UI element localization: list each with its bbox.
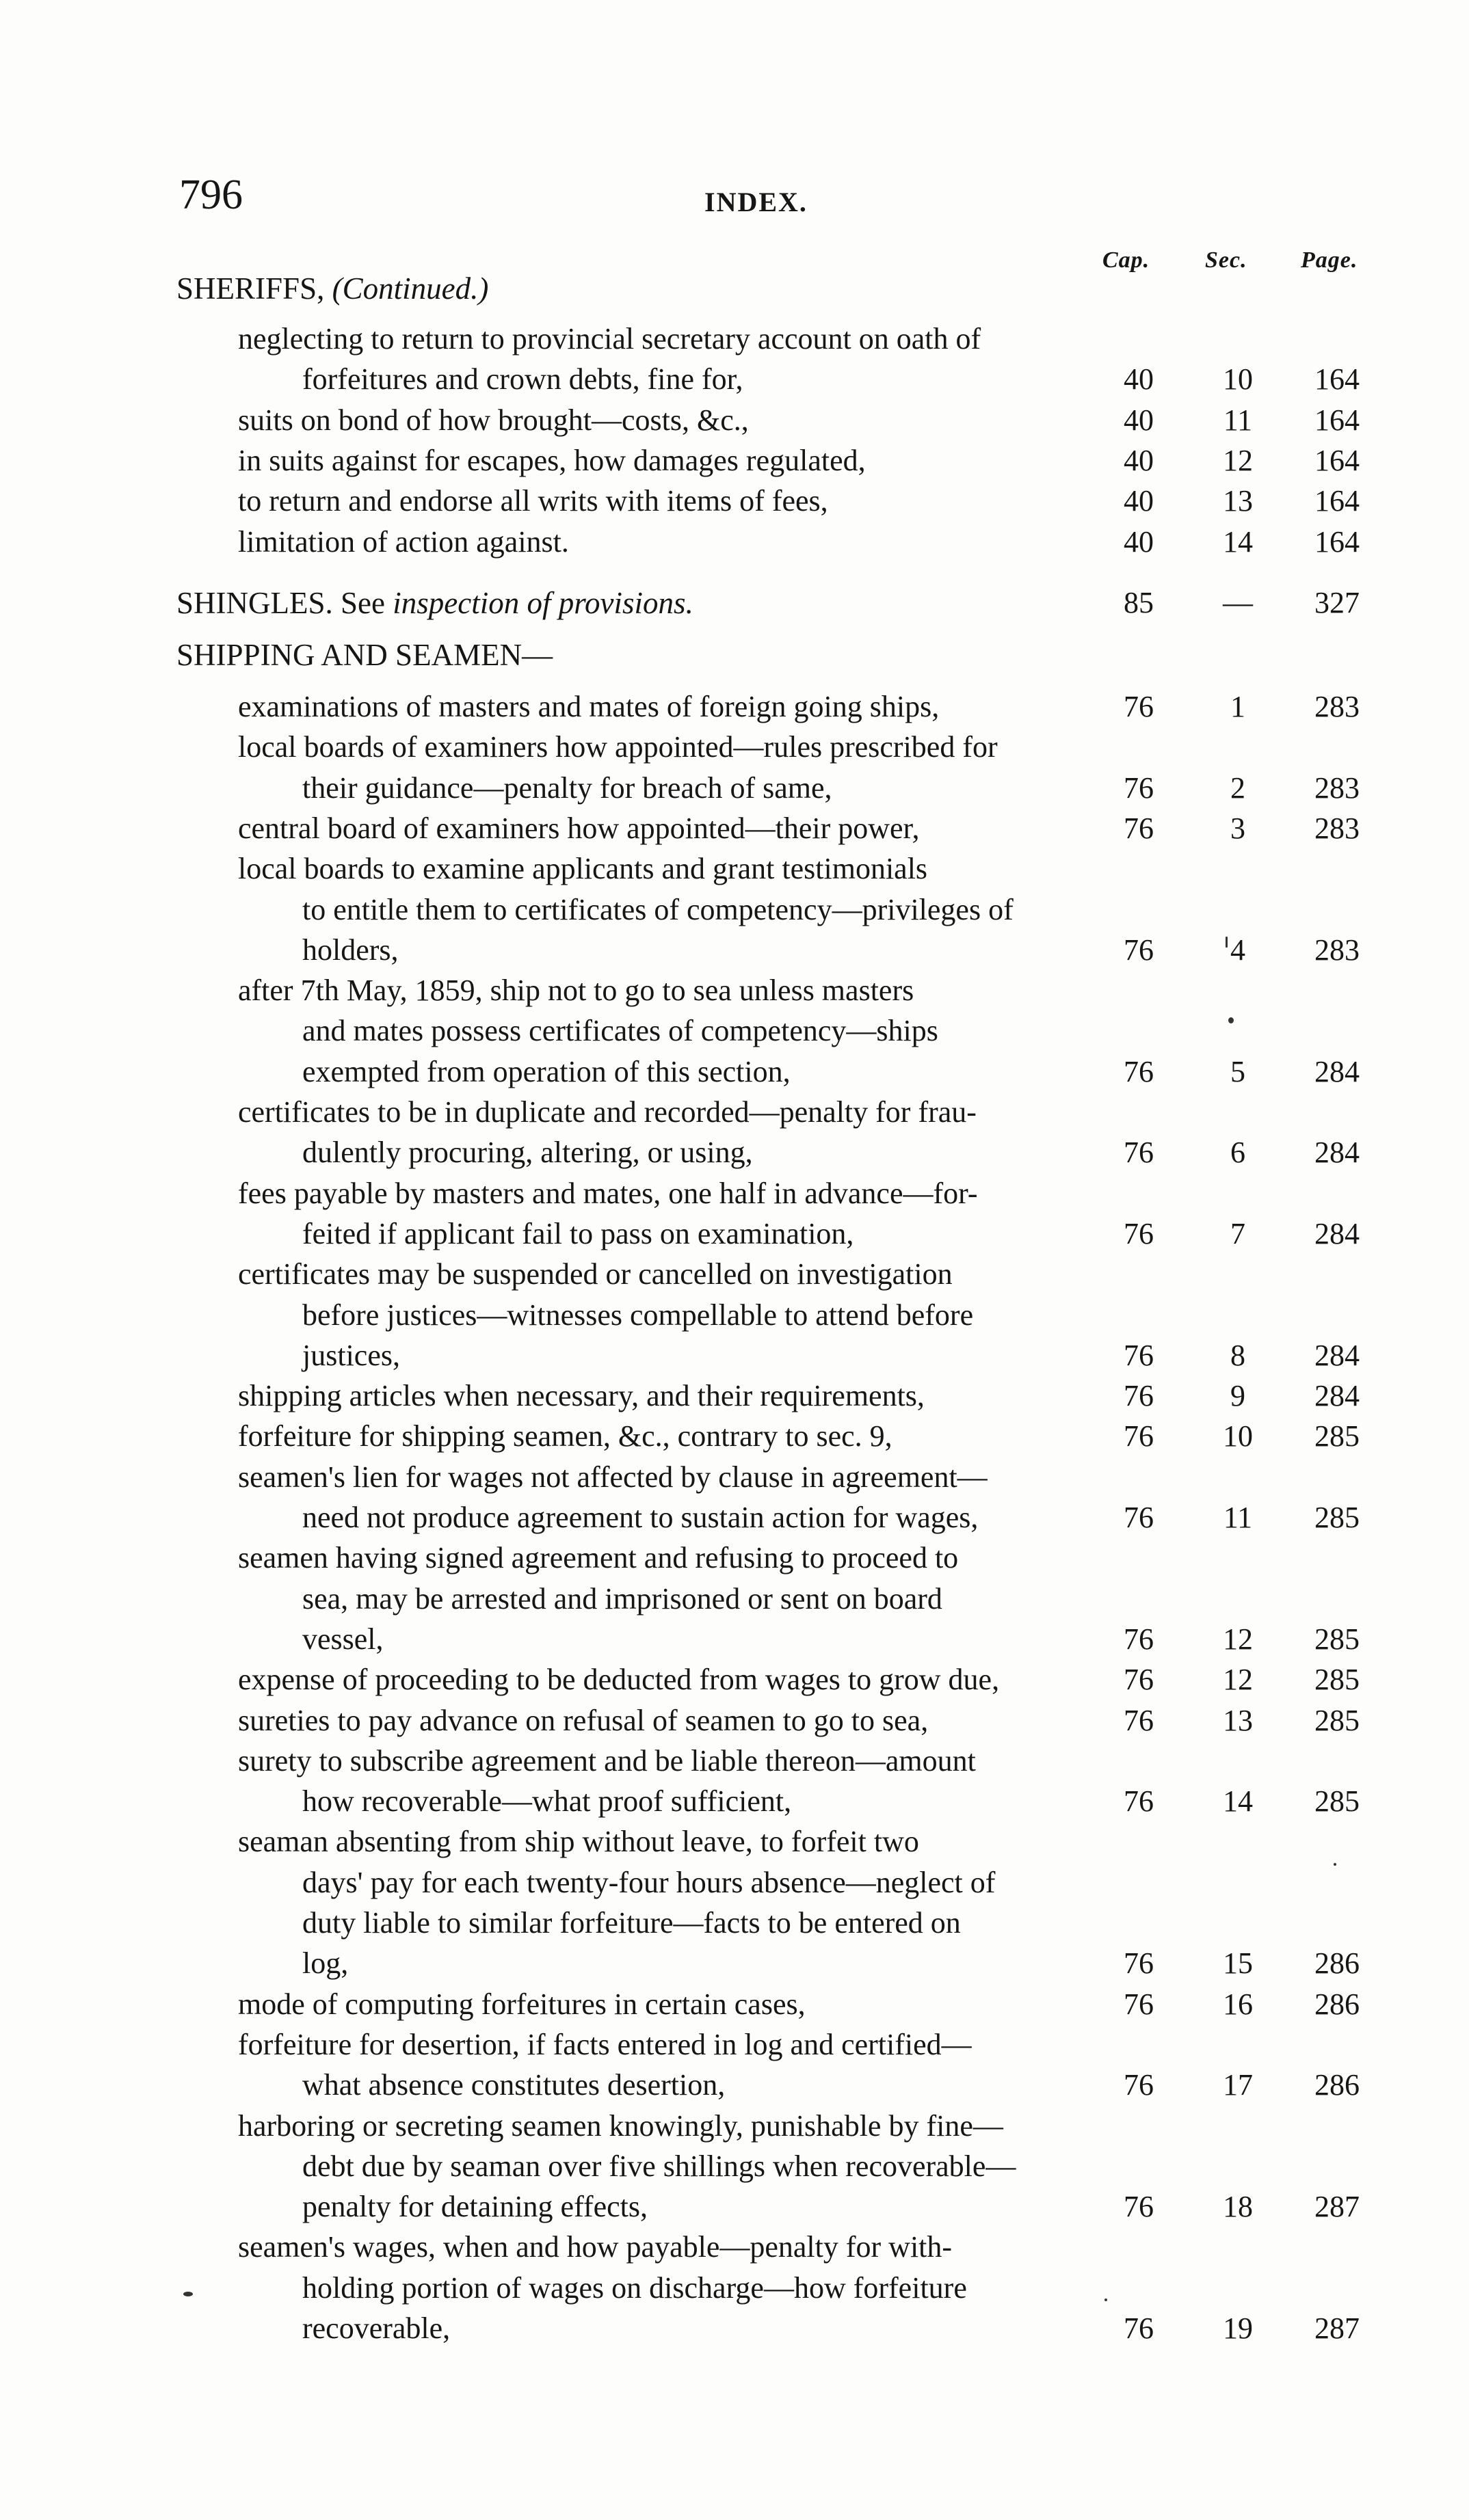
entry-page-number: 286 xyxy=(1314,1987,1360,2021)
entry-sec-number: 10 xyxy=(1223,1419,1253,1453)
heading-cross-reference: inspection of provisions. xyxy=(393,586,693,620)
entry-text: shipping articles when necessary, and their requirements, xyxy=(238,1379,925,1413)
entry-text-continued: to entitle them to certificates of competency—privileges of xyxy=(302,892,1014,926)
entry-text: fees payable by masters and mates, one half in advance—for- xyxy=(238,1176,978,1210)
entry-cap-number: 40 xyxy=(1124,403,1154,437)
entry-sec-number: 3 xyxy=(1230,811,1245,845)
entry-cap-number: 76 xyxy=(1124,1379,1154,1413)
entry-text-continued: exempted from operation of this section, xyxy=(302,1054,791,1088)
heading-continued: (Continued.) xyxy=(332,271,489,306)
entry-text: neglecting to return to provincial secretary account on oath of xyxy=(238,322,981,356)
entry-text: sureties to pay advance on refusal of seamen to go to sea, xyxy=(238,1703,929,1737)
entry-text-continued: holding portion of wages on discharge—how forfeiture xyxy=(302,2270,967,2305)
entry-sec-number: 12 xyxy=(1223,1622,1253,1656)
entry-text-continued: log, xyxy=(302,1946,349,1981)
heading-title: SHERIFFS, xyxy=(176,271,325,306)
entry-text-continued: holders, xyxy=(302,933,399,967)
entry-text-continued: justices, xyxy=(302,1338,400,1372)
entry-page-number: 164 xyxy=(1314,484,1360,518)
entry-text: expense of proceeding to be deducted from wages to grow due, xyxy=(238,1663,1000,1697)
scan-speck xyxy=(1226,937,1228,948)
entry-cap-number: 76 xyxy=(1124,1622,1154,1656)
entry-text: after 7th May, 1859, ship not to go to sea unless masters xyxy=(238,974,914,1008)
entry-text-continued: need not produce agreement to sustain action for wages, xyxy=(302,1501,979,1534)
entry-page-number: 283 xyxy=(1314,933,1360,967)
entry-cap-number: 76 xyxy=(1124,1784,1154,1819)
heading-title: SHINGLES. xyxy=(176,586,333,620)
entry-cap-number: 76 xyxy=(1124,770,1154,805)
entry-cap-number: 76 xyxy=(1124,1419,1154,1453)
entry-sec-number: 4 xyxy=(1230,933,1245,967)
column-header-cap: Cap. xyxy=(1102,247,1150,273)
entry-page-number: 284 xyxy=(1314,1054,1360,1088)
entry-sec-number: 15 xyxy=(1223,1946,1253,1981)
entry-text-continued: how recoverable—what proof sufficient, xyxy=(302,1784,792,1819)
entry-sec-number: 12 xyxy=(1223,443,1253,477)
running-head: INDEX. xyxy=(704,187,808,217)
entry-sec-number: 11 xyxy=(1223,403,1253,437)
entry-sec-number: 14 xyxy=(1223,1784,1253,1819)
entry-cap-number: 76 xyxy=(1124,1946,1154,1981)
entry-text-continued: sea, may be arrested and imprisoned or sent on board xyxy=(302,1581,942,1616)
entry-text: local boards to examine applicants and grant testimonials xyxy=(238,852,928,886)
entry-text: seamen's lien for wages not affected by clause in agreement— xyxy=(238,1460,988,1494)
entry-sec-number: 12 xyxy=(1223,1663,1253,1697)
entry-sec-number: 8 xyxy=(1230,1338,1245,1372)
entry-cap-number: 76 xyxy=(1124,1216,1154,1250)
entry-sec-number: 11 xyxy=(1223,1501,1253,1534)
entry-text: local boards of examiners how appointed—rules prescribed for xyxy=(238,730,998,764)
entry-text-continued: recoverable, xyxy=(302,2311,451,2345)
entry-sec-number: 2 xyxy=(1230,770,1245,805)
entry-cap-number: 76 xyxy=(1124,811,1154,845)
entry-page-number: 286 xyxy=(1314,2068,1360,2102)
entry-text: seaman absenting from ship without leave, to forfeit two xyxy=(238,1825,919,1859)
entry-sec-number: — xyxy=(1223,586,1253,619)
entry-page-number: 285 xyxy=(1314,1622,1360,1656)
entry-page-number: 285 xyxy=(1314,1784,1360,1819)
entry-sec-number: 19 xyxy=(1223,2311,1253,2345)
entry-text-continued: forfeitures and crown debts, fine for, xyxy=(302,362,743,397)
entry-cap-number: 40 xyxy=(1124,524,1154,559)
column-header-sec: Sec. xyxy=(1205,247,1247,273)
entry-cap-number: 76 xyxy=(1124,1663,1154,1697)
entry-text-continued: debt due by seaman over five shillings when recoverable— xyxy=(302,2149,1016,2183)
entry-cap-number: 76 xyxy=(1124,1703,1154,1737)
entry-cap-number: 76 xyxy=(1124,2311,1154,2345)
scan-speck xyxy=(1228,1017,1234,1023)
entry-page-number: 287 xyxy=(1314,2190,1360,2224)
entry-sec-number: 9 xyxy=(1230,1379,1245,1413)
section-heading-shipping: SHIPPING AND SEAMEN— xyxy=(176,638,553,672)
entry-page-number: 284 xyxy=(1314,1216,1360,1250)
scan-speck xyxy=(1104,2298,1107,2301)
entry-text: seamen having signed agreement and refusing to proceed to xyxy=(238,1541,959,1575)
entry-text-continued: and mates possess certificates of competency—ships xyxy=(302,1014,938,1048)
entry-sec-number: 14 xyxy=(1223,524,1253,559)
page-number: 796 xyxy=(179,172,243,218)
entry-text: limitation of action against. xyxy=(238,524,569,559)
scan-speck xyxy=(183,2292,193,2296)
entry-page-number: 285 xyxy=(1314,1501,1360,1534)
entry-cap-number: 76 xyxy=(1124,2068,1154,2102)
entry-cap-number: 76 xyxy=(1124,1136,1154,1170)
entry-text-continued: before justices—witnesses compellable to attend before xyxy=(302,1298,974,1332)
entry-page-number: 287 xyxy=(1314,2311,1360,2345)
entry-page-number: 286 xyxy=(1314,1946,1360,1981)
entry-cap-number: 76 xyxy=(1124,1338,1154,1372)
entry-text-continued: what absence constitutes desertion, xyxy=(302,2068,726,2102)
entry-cap-number: 40 xyxy=(1124,443,1154,477)
entry-text: certificates may be suspended or cancelled on investigation xyxy=(238,1257,953,1291)
entry-text: central board of examiners how appointed—their power, xyxy=(238,811,920,845)
entry-sec-number: 13 xyxy=(1223,484,1253,518)
entry-page-number: 285 xyxy=(1314,1663,1360,1697)
heading-see: See xyxy=(341,586,385,620)
section-heading-shingles xyxy=(176,585,693,621)
entry-page-number: 327 xyxy=(1314,586,1360,619)
entry-cap-number: 76 xyxy=(1124,933,1154,967)
entry-cap-number: 85 xyxy=(1124,586,1154,619)
entry-page-number: 164 xyxy=(1314,443,1360,477)
entry-text: in suits against for escapes, how damages regulated, xyxy=(238,443,866,477)
entry-page-number: 283 xyxy=(1314,811,1360,845)
column-header-page: Page. xyxy=(1301,247,1358,273)
entry-page-number: 164 xyxy=(1314,524,1360,559)
entry-page-number: 285 xyxy=(1314,1419,1360,1453)
entry-cap-number: 40 xyxy=(1124,362,1154,397)
entry-text-continued: their guidance—penalty for breach of same, xyxy=(302,770,832,805)
entry-page-number: 284 xyxy=(1314,1338,1360,1372)
entry-sec-number: 6 xyxy=(1230,1136,1245,1170)
entry-text-continued: feited if applicant fail to pass on examination, xyxy=(302,1216,854,1250)
entry-text: suits on bond of how brought—costs, &c., xyxy=(238,403,749,437)
entry-cap-number: 76 xyxy=(1124,1987,1154,2021)
entry-sec-number: 17 xyxy=(1223,2068,1253,2102)
entry-sec-number: 16 xyxy=(1223,1987,1253,2021)
entry-text: seamen's wages, when and how payable—penalty for with- xyxy=(238,2230,953,2264)
entry-cap-number: 76 xyxy=(1124,2190,1154,2224)
entry-sec-number: 13 xyxy=(1223,1703,1253,1737)
scan-speck xyxy=(1334,1863,1336,1866)
entry-text-continued: days' pay for each twenty-four hours absence—neglect of xyxy=(302,1865,996,1899)
entry-text: mode of computing forfeitures in certain cases, xyxy=(238,1987,806,2021)
entry-page-number: 284 xyxy=(1314,1379,1360,1413)
entry-page-number: 284 xyxy=(1314,1136,1360,1170)
entry-cap-number: 76 xyxy=(1124,1501,1154,1534)
entry-text: surety to subscribe agreement and be liable thereon—amount xyxy=(238,1743,976,1778)
entry-text: forfeiture for desertion, if facts entered in log and certified— xyxy=(238,2027,972,2061)
entry-sec-number: 18 xyxy=(1223,2190,1253,2224)
entry-text: harboring or secreting seamen knowingly, punishable by fine— xyxy=(238,2108,1003,2143)
entry-page-number: 283 xyxy=(1314,770,1360,805)
entry-text-continued: vessel, xyxy=(302,1622,384,1656)
entry-sec-number: 1 xyxy=(1230,690,1245,723)
entry-cap-number: 76 xyxy=(1124,690,1154,723)
entry-page-number: 283 xyxy=(1314,690,1360,723)
entry-cap-number: 76 xyxy=(1124,1054,1154,1088)
entry-text: certificates to be in duplicate and recorded—penalty for frau- xyxy=(238,1095,977,1129)
entry-text-continued: penalty for detaining effects, xyxy=(302,2190,648,2224)
entry-sec-number: 5 xyxy=(1230,1054,1245,1088)
entry-text: to return and endorse all writs with items of fees, xyxy=(238,484,828,518)
entry-page-number: 164 xyxy=(1314,403,1360,437)
entry-cap-number: 40 xyxy=(1124,484,1154,518)
entry-text: forfeiture for shipping seamen, &c., contrary to sec. 9, xyxy=(238,1419,892,1453)
section-heading-sheriffs xyxy=(176,271,488,306)
entry-sec-number: 10 xyxy=(1223,362,1253,397)
entry-page-number: 285 xyxy=(1314,1703,1360,1737)
entry-page-number: 164 xyxy=(1314,362,1360,397)
entry-text-continued: dulently procuring, altering, or using, xyxy=(302,1136,753,1170)
entry-text-continued: duty liable to similar forfeiture—facts to be entered on xyxy=(302,1906,961,1940)
entry-text: examinations of masters and mates of foreign going ships, xyxy=(238,690,940,723)
entry-sec-number: 7 xyxy=(1230,1216,1245,1250)
